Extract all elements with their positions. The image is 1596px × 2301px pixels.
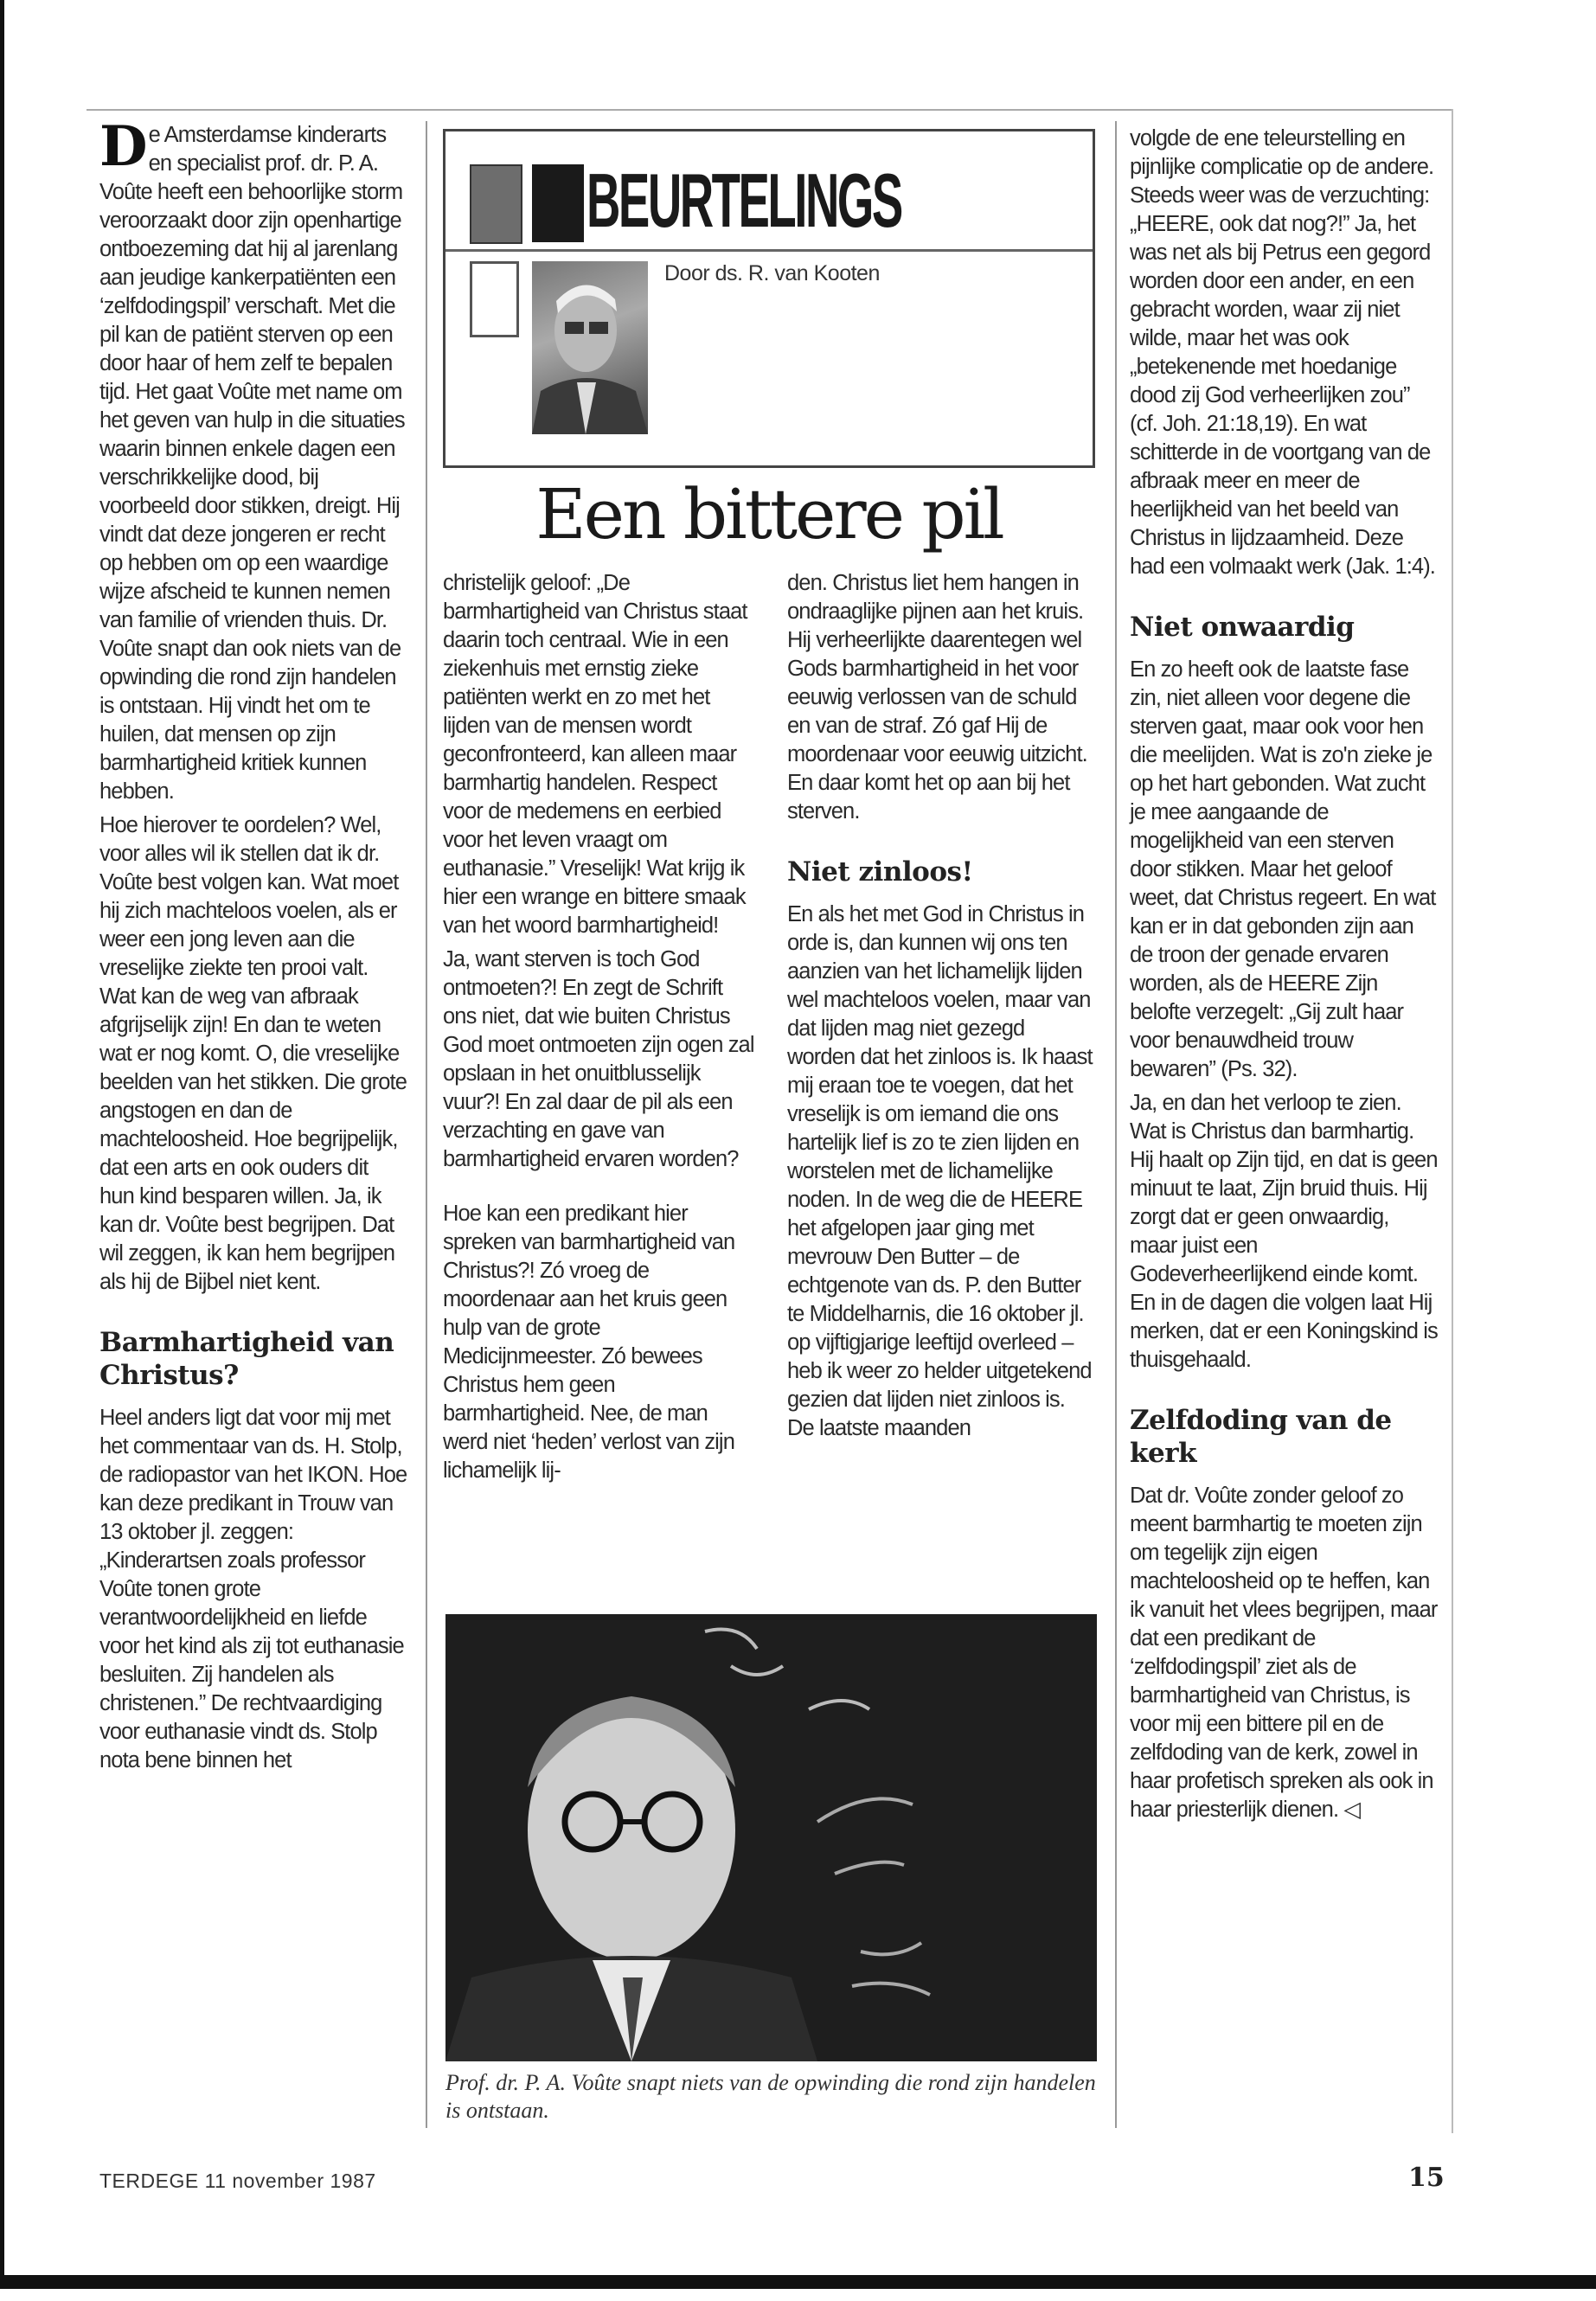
paragraph: Ja, want sterven is toch God ontmoeten?! En zegt de Schrift ons niet, dat wie buiten Christus God moet ontmoeten zijn ogen zal opslaan in het onuitblusselijk vuur?! En zal daar de pil als een verzachting en gave van barmhartigheid ervaren worden? <box>443 947 754 1171</box>
paragraph: Hoe hierover te oordelen? Wel, voor alles wil ik stellen dat ik dr. Voûte best volgen kan. Wat moet hij zich machteloos voelen, als er weer een jong leven aan die vreselijke ziekte ten prooi valt. Wat kan de weg van afbraak afgrijselijk zijn! En dan te weten wat er nog komt. O, die vreselijke beelden van het stikken. Die grote angstogen en dan de machteloosheid. Hoe begrijpelijk, dat een arts en ook ouders dit hun kind besparen willen. Ja, ik kan dr. Voûte best begrijpen. Dat wil zeggen, ik kan hem begrijpen als hij de Bijbel niet kent. <box>99 813 407 1294</box>
author-photo <box>532 261 648 434</box>
subheading: Niet onwaardig <box>1130 612 1355 643</box>
paragraph: En als het met God in Christus in orde is, dan kunnen wij ons ten aanzien van het lichamelijk lijden wel machteloos voelen, maar van dat lijden mag niet gezegd worden dat het zinloos is. Ik haast mij eraan toe te voegen, dat het vreselijk is om iemand die ons hartelijk lief is zo te zien lijden en worstelen met de lichamelijke noden. In de weg die de HEERE het afgelopen jaar ging met mevrouw Den Butter – de echtgenote van ds. P. den Butter te Middelharnis, die 16 oktober jl. op vijftigjarige leeftijd overleed – heb ik weer zo helder uitgetekend gezien dat lijden niet zinloos is. De laatste maanden <box>787 902 1093 1440</box>
column-rule <box>1115 121 1117 2128</box>
portrait-photo <box>445 1614 1097 2061</box>
decorative-square-white <box>470 261 519 337</box>
paragraph: Dat dr. Voûte zonder geloof zo meent barmhartig te moeten zijn om tegelijk zijn eigen machteloosheid op te heffen, kan ik vanuit het vlees begrijpen, maar dat een predikant de ‘zelfdodingspil’ ziet als de barmhartigheid van Christus, is voor mij een bittere pil en de zelfdoding van de kerk, zowel in haar profetisch spreken als ook in haar priesterlijk dienen. ◁ <box>1130 1484 1438 1822</box>
layout-frame-top <box>87 109 1453 111</box>
subheading: Zelfdoding van de kerk <box>1130 1405 1392 1469</box>
scan-edge-left <box>0 0 4 2288</box>
byline: Door ds. R. van Kooten <box>664 261 880 285</box>
photo-caption: Prof. dr. P. A. Voûte snapt niets van de opwinding die rond zijn handelen is ontstaan. <box>445 2070 1096 2123</box>
drop-cap: D <box>99 114 147 179</box>
page-number: 15 <box>1408 2163 1445 2193</box>
subheading: Niet zinloos! <box>787 856 973 888</box>
column-4 <box>1130 125 1439 1830</box>
paragraph: volgde de ene teleurstelling en pijnlijke complicatie op de andere. Steeds weer was de verzuchting: „HEERE, ook dat nog?!” Ja, het was net als bij Petrus een gegord worden door een ander, en een gebracht worden, waar zij niet wilde, maar het was ook „betekenende met hoedanige dood zij God verheerlijken zou” (cf. Joh. 21:18,19). En wat schitterde in de voortgang van de afbraak meer en meer de heerlijkheid van het beeld van Christus in lijdzaamheid. Deze had een volmaakt werk (Jak. 1:4). <box>1130 126 1435 579</box>
paragraph: Heel anders ligt dat voor mij met het commentaar van ds. H. Stolp, de radiopastor van het IKON. Hoe kan deze predikant in Trouw van 13 oktober jl. zeggen: „Kinderartsen zoals professor Voûte tonen grote verantwoordelijkheid en liefde voor het kind als zij tot euthanasie besluiten. Zij handelen als christenen.” De rechtvaardiging voor euthanasie vindt ds. Stolp nota bene binnen het <box>99 1406 407 1772</box>
column-1 <box>99 114 407 1780</box>
intro-text: e Amsterdamse kinderarts en specialist prof. dr. P. A. Voûte heeft een behoorlijke storm veroorzaakt door zijn openhartige ontboezeming dat hij al jarenlang aan jeudige kankerpatiënten een ‘zelfdodingspil’ verschaft. Met die pil kan de patiënt sterven op een door haar of hem zelf te bepalen tijd. Het gaat Voûte met name om het geven van hulp in die situaties waarin binnen enkele dagen een verschrikkelijke dood, bij voorbeeld door stikken, dreigt. Hij vindt dat deze jongeren er recht op hebben om op een waardige wijze afscheid te kunnen nemen van familie of vrienden thuis. Dr. Voûte snapt dan ook niets van de opwinding die rond zijn handelen is ontstaan. Hij vindt het om te huilen, dat mensen op zijn barmhartigheid kritiek kunnen hebben. <box>99 123 405 804</box>
decorative-square-black <box>532 164 584 242</box>
column-2 <box>443 569 754 1490</box>
paragraph: Hoe kan een predikant hier spreken van barmhartigheid van Christus?! Zó vroeg de moordenaar aan het kruis geen hulp van de grote Medicijnmeester. Zó bewees Christus hem geen barmhartigheid. Nee, de man werd niet ‘heden’ verlost van zijn lichamelijk lij- <box>443 1202 735 1483</box>
scan-edge-bottom <box>0 2275 1596 2289</box>
paragraph: Ja, en dan het verloop te zien. Wat is Christus dan barmhartig. Hij haalt op Zijn tijd, en dat is geen minuut te laat, Zijn bruid thuis. Hij zorgt dat er geen onwaardig, maar juist een Godeverheerlijkend einde komt. En in de dagen die volgen laat Hij merken, dat er een Koningskind is thuisgehaald. <box>1130 1091 1438 1372</box>
subheading: Barmhartigheid van Christus? <box>99 1327 394 1391</box>
column-rule <box>426 121 427 2128</box>
layout-frame-right <box>1452 109 1453 2133</box>
paragraph: den. Christus liet hem hangen in ondraaglijke pijnen aan het kruis. Hij verheerlijkte daarentegen wel Gods barmhartigheid in het voor eeuwig verlossen van de schuld en van de straf. Zó gaf Hij de moordenaar voor eeuwig uitzicht. En daar komt het op aan bij het sterven. <box>787 571 1087 824</box>
column-header-box <box>443 129 1095 468</box>
publication-footer: TERDEGE 11 november 1987 <box>99 2170 376 2192</box>
paragraph: En zo heeft ook de laatste fase zin, niet alleen voor degene die sterven gaat, maar ook voor hen die meelijden. Wat is zo'n zieke je op het hart gebonden. Wat zucht je mee aangaande de mogelijkheid van een sterven door stikken. Maar het geloof weet, dat Christus regeert. En wat kan er in dat gebonden zijn aan de troon der genade ervaren worden, als de HEERE Zijn belofte verzegelt: „Gij zult haar voor benauwdheid trouw bewaren” (Ps. 32). <box>1130 657 1436 1081</box>
article-headline: Een bittere pil <box>535 474 1003 554</box>
divider <box>445 249 1093 252</box>
decorative-square-gray <box>470 164 522 244</box>
intro-paragraph <box>99 114 407 806</box>
column-3 <box>787 569 1095 1448</box>
paragraph: christelijk geloof: „De barmhartigheid van Christus staat daarin toch centraal. Wie in een ziekenhuis met ernstig zieke patiënten werkt en zo met het lijden van de mensen wordt geconfronteerd, kan alleen maar barmhartig handelen. Respect voor de medemens en eerbied voor het leven vraagt om euthanasie.” Vreselijk! Wat krijg ik hier een wrange en bittere smaak van het woord barmhartigheid! <box>443 571 747 938</box>
section-kicker: BEURTELINGS <box>586 157 901 243</box>
